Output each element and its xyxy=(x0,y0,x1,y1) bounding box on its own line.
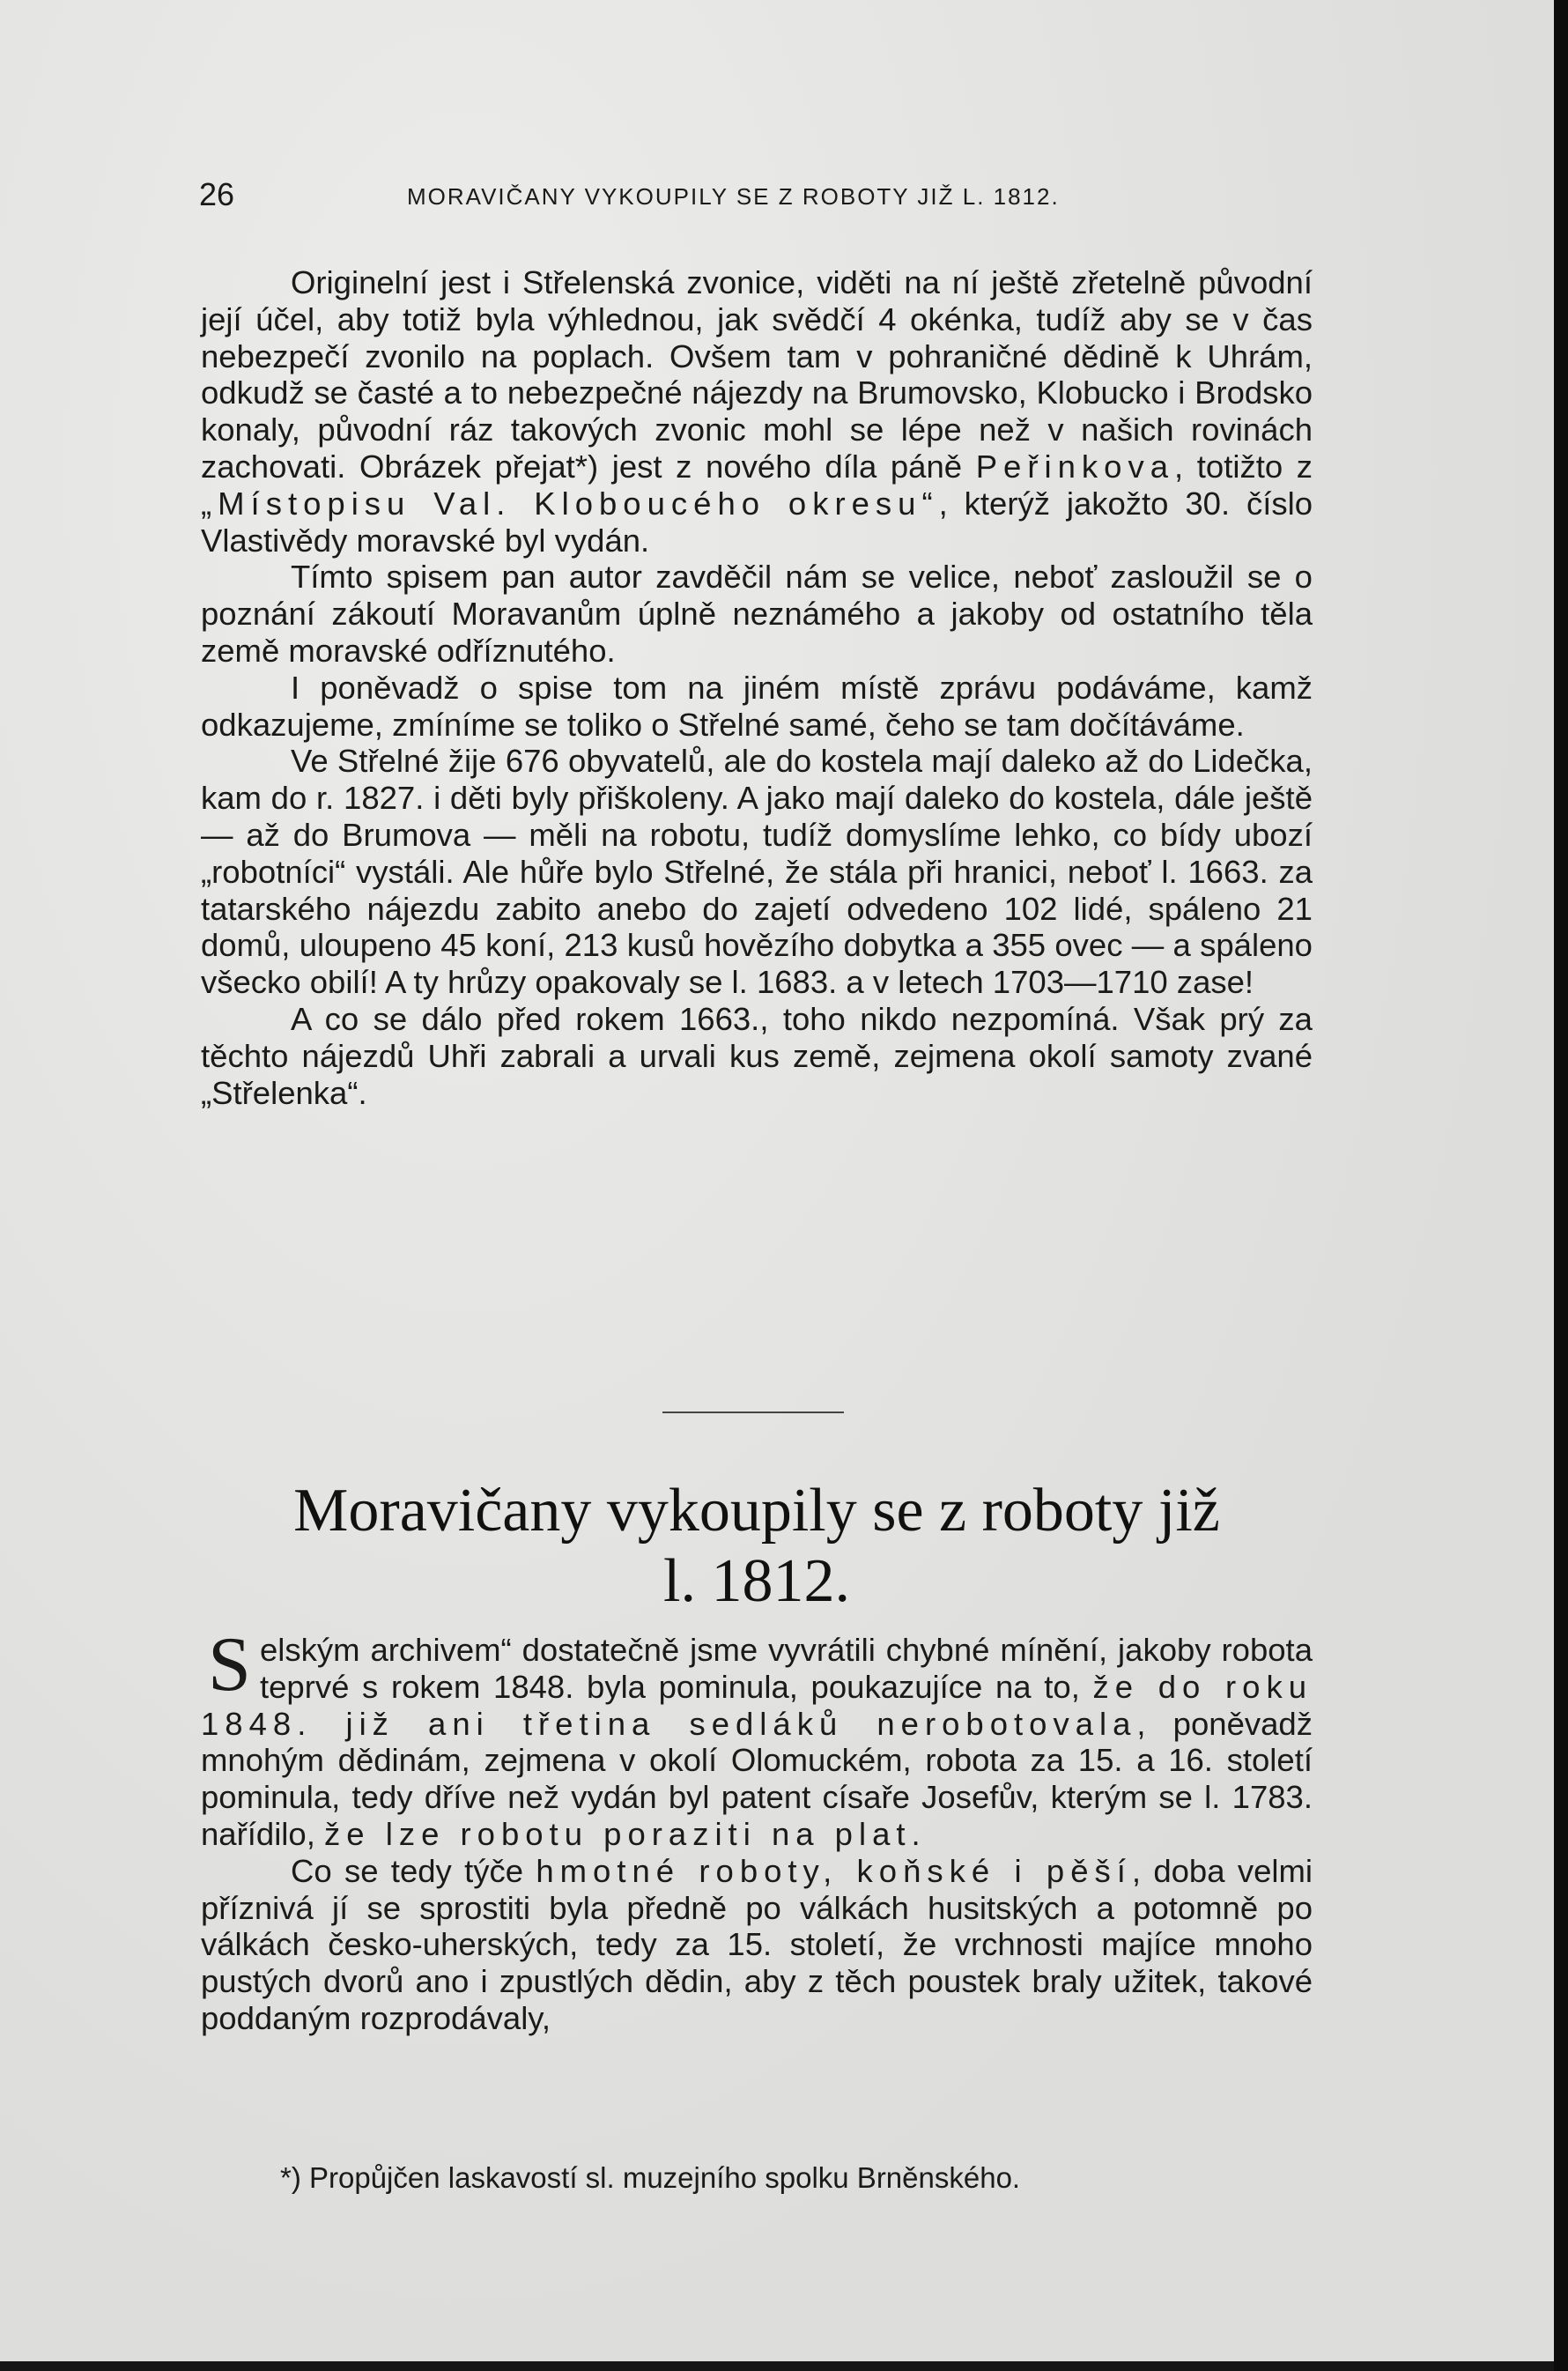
drop-cap: S xyxy=(208,1622,251,1708)
section-2-body xyxy=(201,1622,1313,2037)
paragraph: Originelní jest i Střelenská zvonice, viděti na ní ještě zřetelně původní její účel, aby totiž byla výhlednou, jak svědčí 4 okénka, tudíž aby se v čas nebezpečí zvonilo na poplach. Ovšem tam v pohraničné dědině k Uhrám, odkudž se časté a to nebezpečné nájezdy na Brumovsko, Klobucko i Brodsko konaly, původní ráz takových zvonic mohl se lépe než v našich rovinách zachovati. Obrázek přejat*) jest z nového díla páně Peřinkova, totižto z „Místopisu Val. Kloboucého okresu“, kterýž jakožto 30. číslo Vlastivědy moravské byl vydán. xyxy=(201,264,1313,559)
chapter-title: Moravičany vykoupily se z roboty již l. 1812. xyxy=(293,1477,1220,1615)
paragraph: A co se dálo před rokem 1663., toho nikdo nezpomíná. Však prý za těchto nájezdů Uhři zabrali a urvali kus země, zejmena okolí samoty zvané „Střelenka“. xyxy=(201,1000,1313,1111)
paragraph: Tímto spisem pan autor zavděčil nám se velice, neboť zasloužil se o poznání zákoutí Moravanům úplně neznámého a jakoby od ostatního těla země moravské odříznutého. xyxy=(201,559,1313,669)
paragraph: Selským archivem“ dostatečně jsme vyvrátili chybné mínění, jakoby robota teprvé s rokem 1848. byla pominula, poukazujíce na to, že do roku 1848. již ani třetina sedláků nerobotovala, poněvadž mnohým dědinám, zejmena v okolí Olomuckém, robota za 15. a 16. století pominula, tedy dříve než vydán byl patent císaře Josefův, kterým se l. 1783. nařídilo, že lze robotu poraziti na plat. xyxy=(201,1622,1313,1852)
running-title: MORAVIČANY VYKOUPILY SE Z ROBOTY JIŽ L. 1812. xyxy=(407,183,1060,210)
paragraph: I poněvadž o spise tom na jiném místě zprávu podáváme, kamž odkazujeme, zmíníme se toliko o Střelné samé, čeho se tam dočítáváme. xyxy=(201,669,1313,743)
page-number: 26 xyxy=(199,176,235,212)
page-edge xyxy=(1554,0,1568,2371)
running-header xyxy=(199,176,1318,220)
footnote: *) Propůjčen laskavostí sl. muzejního spolku Brněnského. xyxy=(280,2161,1021,2194)
section-divider xyxy=(662,1411,844,1413)
paragraph: Co se tedy týče hmotné roboty, koňské i pěší, doba velmi příznivá jí se sprostiti byla předně po válkách husitských a potomně po válkách česko-uherských, tedy za 15. století, že vrchnosti majíce mnoho pustých dvorů ano i zpustlých dědin, aby z těch poustek braly užitek, takové poddaným rozprodávaly, xyxy=(201,1852,1313,2036)
section-1-body xyxy=(201,264,1313,1111)
paragraph: Ve Střelné žije 676 obyvatelů, ale do kostela mají daleko až do Lidečka, kam do r. 1827. i děti byly přiškoleny. A jako mají daleko do kostela, dále ještě — až do Brumova — měli na robotu, tudíž domyslíme lehko, co bídy ubozí „robotníci“ vystáli. Ale hůře bylo Střelné, že stála při hranici, neboť l. 1663. za tatarského nájezdu zabito anebo do zajetí odvedeno 102 lidé, spáleno 21 domů, uloupeno 45 koní, 213 kusů hovězího dobytka a 355 ovec — a spáleno všecko obilí! A ty hrůzy opakovaly se l. 1683. a v letech 1703—1710 zase! xyxy=(201,743,1313,1001)
